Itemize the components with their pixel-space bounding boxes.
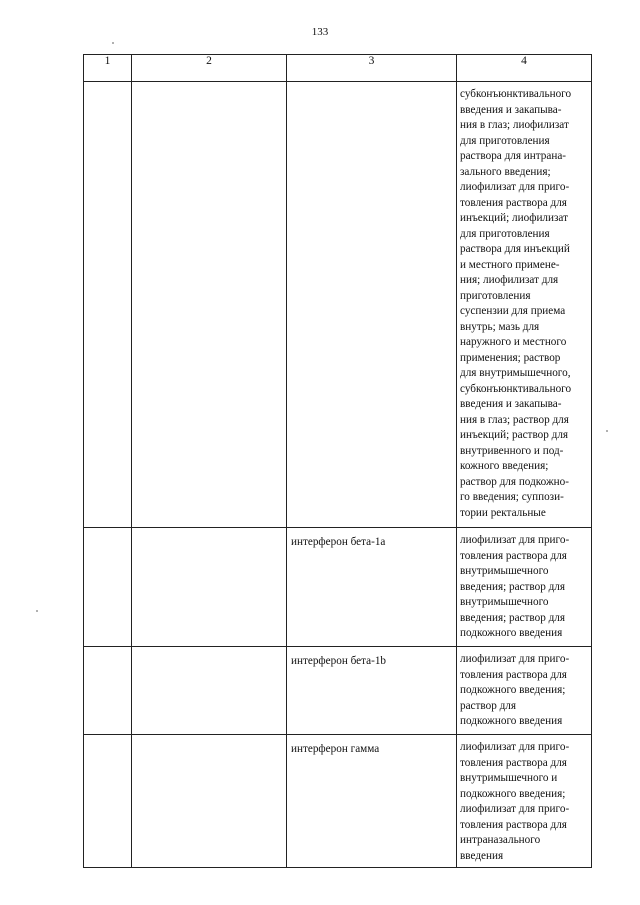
header-col-3: 3 (287, 55, 457, 82)
dosage-form-line: введения (460, 849, 504, 862)
cell-col-1 (84, 82, 132, 528)
cell-col-2 (132, 735, 287, 868)
dosage-form-line: лиофилизат для приго- (460, 181, 570, 193)
cell-col-1 (84, 528, 132, 647)
dosage-form-line: товления раствора для (460, 549, 567, 562)
dosage-form-line: лиофилизат для приго- (460, 653, 570, 665)
dosage-form-line: введения; раствор для (460, 611, 566, 624)
dosage-form-line: применения; раствор (460, 351, 561, 364)
dosage-forms (457, 82, 592, 528)
dosage-form-line: инъекций; лиофилизат (460, 212, 568, 224)
dosage-form-line: введения; раствор для (460, 580, 566, 593)
cell-col-2 (132, 528, 287, 647)
dosage-forms (457, 735, 592, 868)
dosage-form-line: подкожного введения; (460, 787, 566, 800)
dosage-form-line: внутривенного и под- (460, 444, 564, 457)
table-row (84, 647, 592, 735)
dosage-form-line: товления раствора для (460, 196, 567, 209)
dosage-form-line: внутримышечного и (460, 772, 558, 784)
header-col-2: 2 (132, 55, 287, 82)
cell-col-2 (132, 82, 287, 528)
dosage-form-line: подкожного введения (460, 715, 563, 727)
dosage-form-line: для приготовления (460, 134, 550, 147)
dosage-form-line: приготовления (460, 289, 531, 302)
cell-col-1 (84, 647, 132, 735)
dosage-form-line: введения и закапыва- (460, 398, 562, 410)
dosage-form-line: внутримышечного (460, 596, 549, 608)
substance-name: интерферон бета-1a (287, 528, 457, 647)
dosage-form-line: ния; лиофилизат для (460, 274, 559, 286)
scan-speck (36, 610, 38, 612)
dosage-form-line: раствора для интрана- (460, 150, 567, 162)
dosage-form-line: наружного и местного (460, 336, 567, 348)
dosage-form-line: суспензии для приема (460, 305, 566, 317)
dosage-form-line: раствор для (460, 699, 517, 712)
dosage-form-line: внутрь; мазь для (460, 320, 540, 333)
dosage-form-line: раствор для подкожно- (460, 475, 569, 488)
dosage-form-line: го введения; суппози- (460, 491, 564, 503)
table-row (84, 82, 592, 528)
dosage-form-line: товления раствора для (460, 668, 567, 681)
dosage-forms (457, 647, 592, 735)
dosage-form-line: введения и закапыва- (460, 103, 562, 116)
dosage-form-line: кожного введения; (460, 460, 549, 472)
page-number: 133 (311, 26, 329, 38)
dosage-form-line: ния в глаз; лиофилизат (460, 119, 569, 131)
table-header-row (84, 55, 592, 82)
drug-table (83, 54, 592, 868)
dosage-form-line: и местного примене- (460, 258, 560, 271)
dosage-form-line: внутримышечного (460, 565, 549, 577)
scan-speck (112, 42, 114, 44)
dosage-form-line: интраназального (460, 834, 541, 846)
dosage-form-line: лиофилизат для приго- (460, 741, 570, 753)
dosage-form-line: субконъюнктивального (460, 88, 572, 100)
dosage-form-line: инъекций; раствор для (460, 429, 569, 441)
header-col-1: 1 (84, 55, 132, 82)
table-row (84, 528, 592, 647)
dosage-form-line: тории ректальные (460, 506, 546, 519)
dosage-form-line: лиофилизат для приго- (460, 803, 570, 815)
dosage-forms (457, 528, 592, 647)
dosage-form-line: субконъюнктивального (460, 382, 572, 395)
scan-speck (606, 430, 608, 432)
dosage-form-line: лиофилизат для приго- (460, 534, 570, 546)
dosage-form-line: для внутримышечного, (460, 367, 571, 379)
dosage-form-line: товления раствора для (460, 818, 567, 831)
table-row (84, 735, 592, 868)
substance-name: интерферон бета-1b (287, 647, 457, 735)
dosage-form-line: зального введения; (460, 165, 551, 178)
dosage-form-line: подкожного введения (460, 627, 563, 639)
substance-name (287, 82, 457, 528)
cell-col-1 (84, 735, 132, 868)
header-col-4: 4 (457, 55, 592, 82)
substance-name: интерферон гамма (287, 735, 457, 868)
dosage-form-line: для приготовления (460, 227, 550, 240)
dosage-form-line: раствора для инъекций (460, 243, 570, 255)
dosage-form-line: подкожного введения; (460, 684, 566, 696)
dosage-form-line: товления раствора для (460, 756, 567, 769)
dosage-form-line: ния в глаз; раствор для (460, 413, 569, 426)
cell-col-2 (132, 647, 287, 735)
